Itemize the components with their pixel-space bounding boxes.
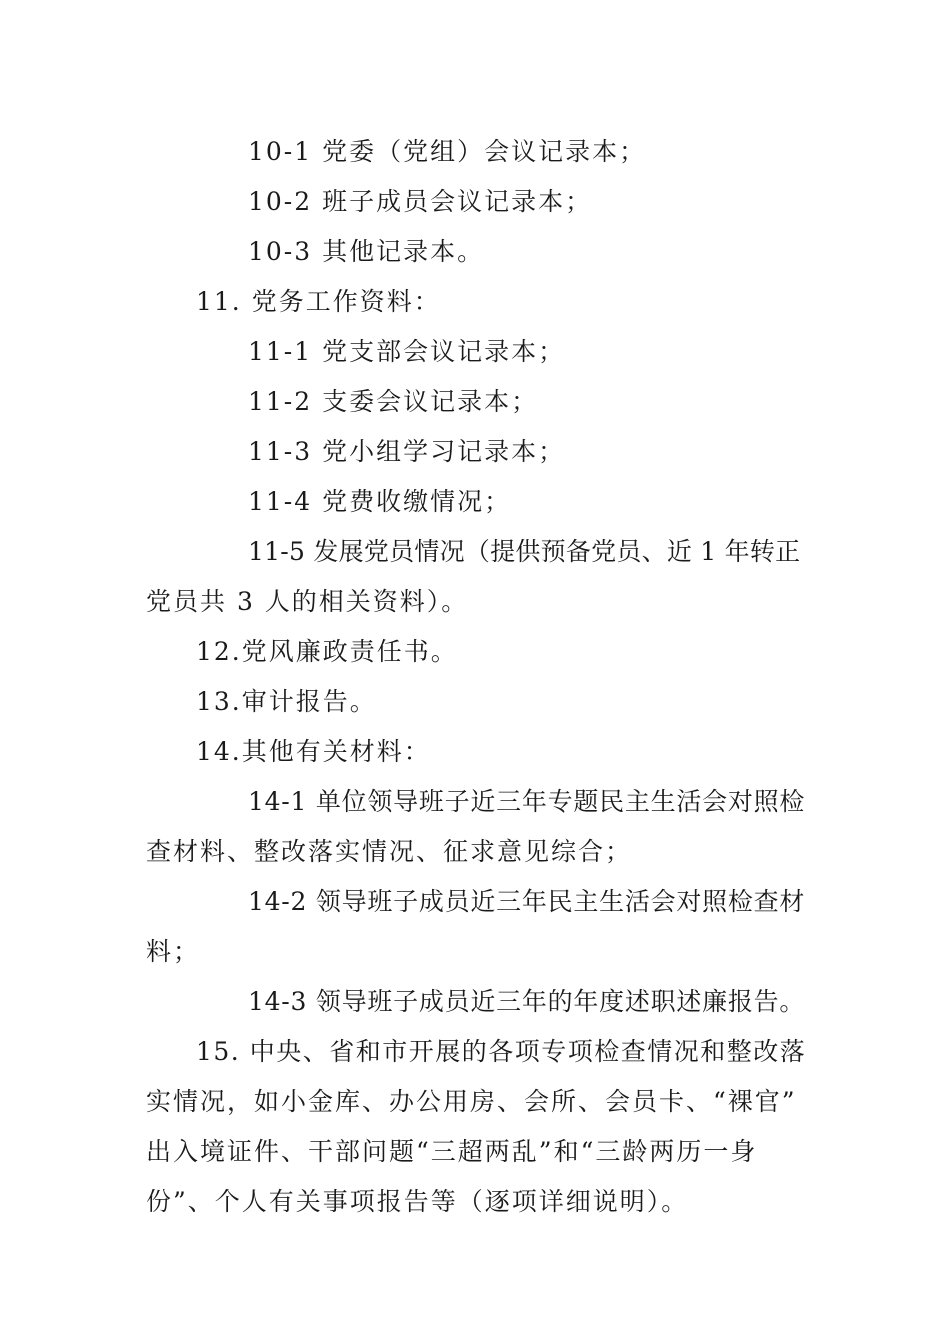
section-heading: 15. 中央、省和市开展的各项专项检查情况和整改落 [196,1037,807,1066]
list-item-continuation: 党员共 3 人的相关资料）。 [146,587,469,616]
list-item-continuation: 料； [146,937,201,966]
paragraph-line: 实情况，如小金库、办公用房、会所、会员卡、“裸官” [146,1087,797,1116]
list-item: 11-1 党支部会议记录本； [248,337,566,366]
paragraph-line: 出入境证件、干部问题“三超两乱”和“三龄两历一身 [146,1137,758,1166]
list-item-continuation: 查材料、整改落实情况、征求意见综合； [146,837,633,866]
list-item: 14-3 领导班子成员近三年的年度述职述廉报告。 [248,987,806,1016]
list-item: 11-4 党费收缴情况； [248,487,512,516]
section-heading: 14.其他有关材料： [196,737,431,766]
section-heading: 13.审计报告。 [196,687,377,716]
paragraph-line: 份”、个人有关事项报告等（逐项详细说明）。 [146,1187,689,1216]
section-heading: 11. 党务工作资料： [196,287,441,316]
section-heading: 12.党风廉政责任书。 [196,637,458,666]
list-item: 11-2 支委会议记录本； [248,387,539,416]
list-item: 11-3 党小组学习记录本； [248,437,566,466]
list-item: 10-3 其他记录本。 [248,237,485,266]
list-item: 10-2 班子成员会议记录本； [248,187,593,216]
list-item: 10-1 党委（党组）会议记录本； [248,137,647,166]
list-item: 14-1 单位领导班子近三年专题民主生活会对照检 [248,787,806,816]
list-item: 14-2 领导班子成员近三年民主生活会对照检查材 [248,887,806,916]
list-item: 11-5 发展党员情况（提供预备党员、近 1 年转正 [248,537,801,566]
